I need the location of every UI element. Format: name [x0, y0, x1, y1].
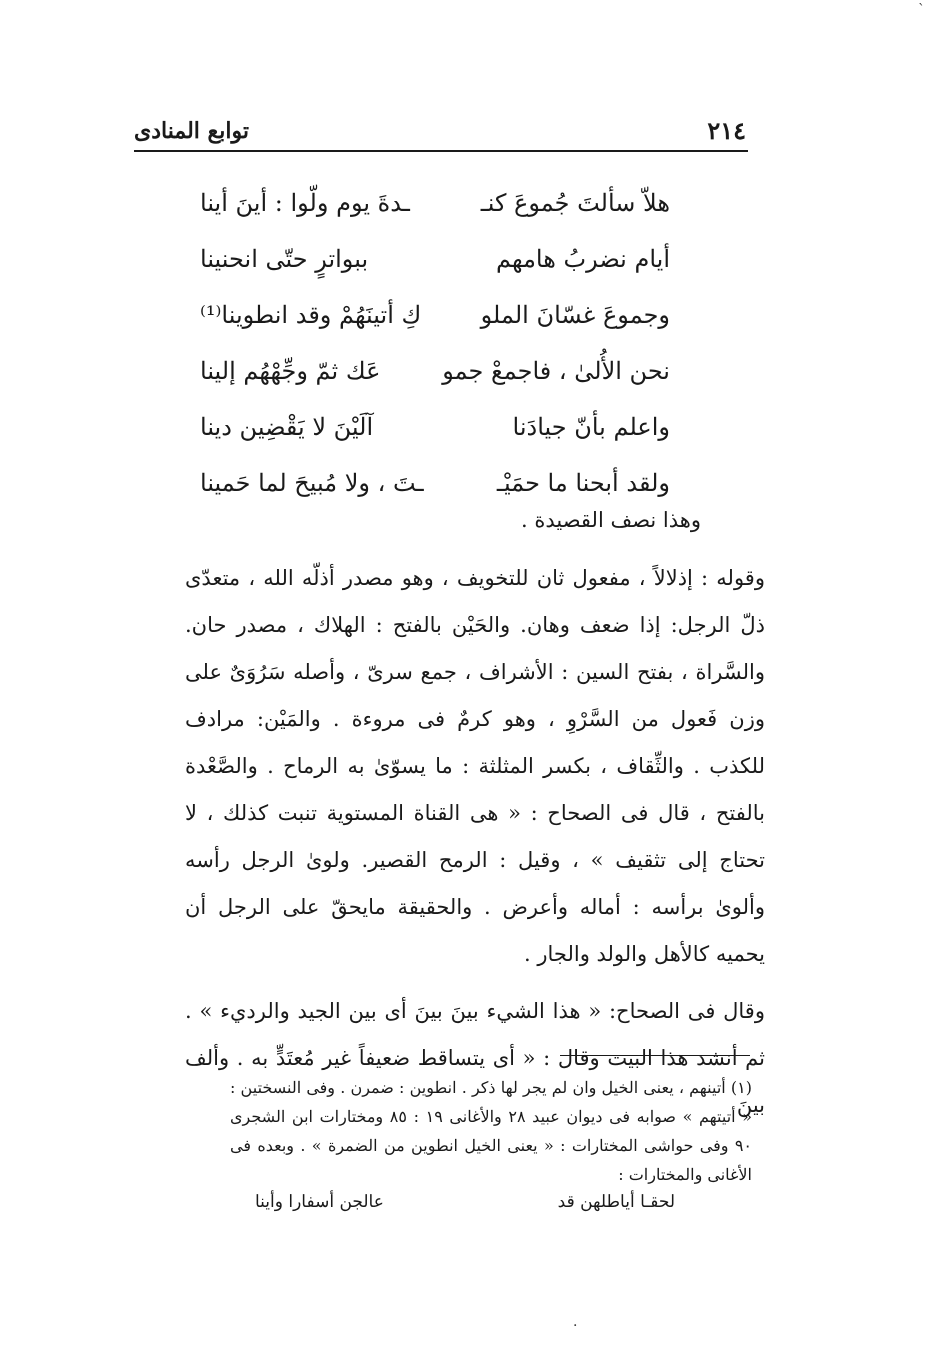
poem-verse — [200, 231, 670, 287]
poem-verse — [200, 175, 670, 231]
header-rule — [134, 150, 748, 152]
verse-first-hemistich: هلاّ سألتَ جُموعَ كنـ — [480, 189, 670, 217]
footnote — [230, 1073, 752, 1189]
verse-second-hemistich: ـتَ ، ولا مُبيحَ لما حَمينا — [200, 469, 424, 497]
verse-second-hemistich: كِ أتينَهُمْ وقد انطوينا⁽¹⁾ — [200, 301, 422, 329]
page-header — [134, 112, 746, 152]
page-number: ٢١٤ — [707, 116, 746, 145]
verse-second-hemistich: آلَيْنَ لا يَقْضِين دينا — [200, 413, 374, 441]
running-title: توابع المنادى — [134, 118, 249, 144]
verse-first-hemistich: نحن الأُلىٰ ، فاجمعْ جمو — [442, 357, 670, 385]
poem-verse — [200, 455, 670, 511]
verse-second-hemistich: عَك ثمّ وجِّهْهُم إلينا — [200, 357, 381, 385]
poem-verse — [200, 287, 670, 343]
poem — [200, 175, 670, 511]
poem-note: وهذا نصف القصيدة . — [521, 508, 701, 532]
footnote-verse-second-hemistich: عالجن أسفارا وأينا — [255, 1192, 384, 1212]
commentary — [185, 555, 765, 1129]
footnote-rule — [560, 1055, 750, 1056]
commentary-paragraph: وقال فى الصحاح: « هذا الشيء بينَ بينَ أى بين الجيد والرديء » . ثم أنشد هذا البيت وقال : « أى يتساقط ضعيفاً غير مُعتَدٍّ به . وألف بينَ — [185, 999, 765, 1117]
footnote-text: (١) أتينهم ، يعنى الخيل وان لم يجر لها ذكر . انطوين : ضمرن . وفى النسختين : « أتيتهم » صوابه فى ديوان عبيد ٢٨ والأغانى ١٩ : ٨٥ ومختارات ابن الشجرى ٩٠ وفى حواشى المختارات : « يعنى الخيل انطوين من الضمرة » . وبعده فى الأغانى والمختارات : — [230, 1078, 753, 1184]
verse-first-hemistich: ولقد أبحنا ما حمَيْـ — [496, 469, 670, 497]
footnote-verse — [255, 1192, 675, 1222]
poem-verse — [200, 343, 670, 399]
verse-first-hemistich: واعلم بأنّ جيادَنا — [512, 413, 670, 441]
commentary-paragraph: وقوله : إذلالاً ، مفعول ثان للتخويف ، وهو مصدر أذلّه الله ، متعدّى ذلّ الرجل: إذا ضعف وهان. والحَيْن بالفتح : الهلاك ، مصدر حان. والسَّراة ، بفتح السين : الأشراف ، جمع سرىّ ، وأصله سَرُوَىٌ على وزن فَعول من السَّرْوِ ، وهو كرمٌ فى مروءة . والمَيْن: مرادف للكذب . والثِّقاف ، بكسر المثلثة : ما يسوّىٰ به الرماح . والصَّعْدة بالفتح ، قال فى الصحاح : « هى القناة المستوية تنبت كذلك ، لا تحتاج إلى تثقيف » ، وقيل : الرمح القصير. ولوىٰ الرجل رأسه وألوىٰ برأسه : أماله وأعرض . والحقيقة مايحقّ على الرجل أن يحميه كالأهل والولد والجار . — [185, 566, 765, 966]
scan-speck: ˋ — [918, 2, 925, 18]
scan-speck: · — [573, 1318, 578, 1334]
verse-first-hemistich: وجموعَ غسّانَ الملو — [480, 301, 670, 329]
poem-verse — [200, 399, 670, 455]
footnote-verse-first-hemistich: لحقـا أياطلهن قد — [557, 1192, 675, 1212]
verse-second-hemistich: ببواترٍ حتّى انحنينا — [200, 245, 369, 273]
verse-second-hemistich: ـدةَ يوم ولّوا : أينَ أينا — [200, 189, 410, 217]
verse-first-hemistich: أيام نضربُ هامهم — [496, 245, 670, 273]
